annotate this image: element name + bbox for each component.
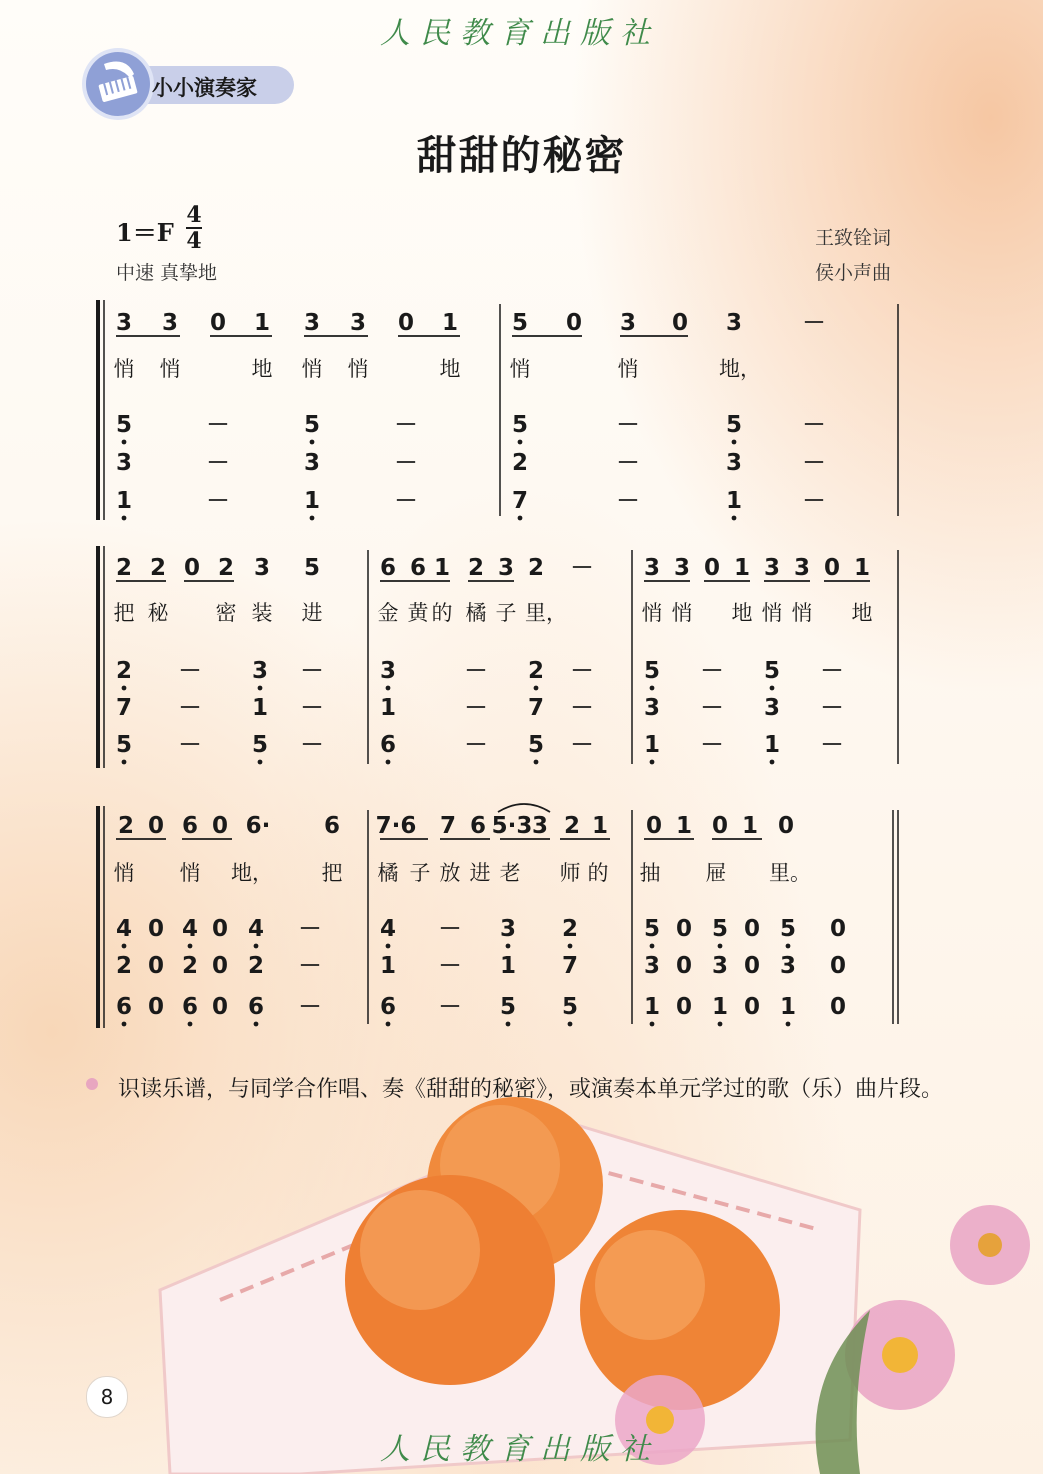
- melody-note: 3: [793, 555, 811, 581]
- song-title: 甜甜的秘密: [416, 132, 627, 179]
- melody-note: 0: [777, 813, 795, 839]
- harmony-note: 5: [303, 412, 321, 438]
- melody-note: 0: [823, 555, 841, 581]
- harmony-note: －: [394, 412, 418, 438]
- lyric-char: 里。: [769, 861, 811, 885]
- harmony-note: 5: [561, 994, 579, 1020]
- page-number: 8: [86, 1376, 128, 1418]
- harmony-note: 3: [779, 953, 797, 979]
- lyric-char: 悄: [347, 357, 369, 381]
- melody-note: 6: [379, 555, 397, 581]
- harmony-note: 1: [763, 732, 781, 758]
- harmony-note: 3: [643, 953, 661, 979]
- lyric-char: 悄: [791, 601, 813, 625]
- harmony-note: 3: [499, 916, 517, 942]
- octave-dot: [188, 1022, 193, 1027]
- melody-note: 0: [645, 813, 663, 839]
- lyric-char: 地，: [231, 861, 273, 885]
- lyric-char: 秘: [147, 601, 169, 625]
- lyric-char: 地: [251, 357, 273, 381]
- lyricist: 王致铨词: [815, 227, 892, 249]
- melody-note: 3: [763, 555, 781, 581]
- harmony-note: －: [700, 695, 724, 721]
- lyric-char: 悄: [509, 357, 531, 381]
- harmony-note: 5: [527, 732, 545, 758]
- harmony-note: 7: [527, 695, 545, 721]
- harmony-note: 5: [251, 732, 269, 758]
- melody-note: 5·3: [491, 813, 533, 839]
- tempo-marking: 中速 真挚地: [116, 262, 218, 284]
- melody-note: 3: [349, 310, 367, 336]
- harmony-note: 1: [779, 994, 797, 1020]
- badge-label: 小小演奏家: [152, 76, 257, 100]
- harmony-note: 1: [379, 953, 397, 979]
- octave-dot: [122, 516, 127, 521]
- harmony-note: 6: [379, 994, 397, 1020]
- lyric-char: 里，: [525, 601, 567, 625]
- harmony-note: 2: [511, 450, 529, 476]
- lyric-char: 悄: [113, 861, 135, 885]
- instruction-text: 识读乐谱，与同学合作唱、奏《甜甜的秘密》，或演奏本单元学过的歌（乐）曲片段。: [118, 1077, 944, 1102]
- octave-dot: [254, 1022, 259, 1027]
- harmony-note: 4: [379, 916, 397, 942]
- harmony-note: 0: [675, 994, 693, 1020]
- melody-note: 3: [253, 555, 271, 581]
- harmony-note: －: [700, 732, 724, 758]
- melody-note: 7·6: [375, 813, 417, 839]
- melody-note: 6: [469, 813, 487, 839]
- harmony-note: －: [802, 488, 826, 514]
- harmony-note: －: [464, 658, 488, 684]
- melody-note: －: [802, 310, 826, 336]
- harmony-note: 3: [725, 450, 743, 476]
- octave-dot: [770, 686, 775, 691]
- octave-dot: [770, 760, 775, 765]
- melody-note: 0: [211, 813, 229, 839]
- harmony-note: 7: [561, 953, 579, 979]
- lyric-char: 地: [851, 601, 873, 625]
- harmony-note: 0: [211, 916, 229, 942]
- melody-note: 2: [149, 555, 167, 581]
- harmony-note: 3: [763, 695, 781, 721]
- octave-dot: [122, 760, 127, 765]
- lyric-char: 悄: [113, 357, 135, 381]
- harmony-note: －: [394, 450, 418, 476]
- harmony-note: －: [820, 732, 844, 758]
- harmony-note: 1: [379, 695, 397, 721]
- harmony-note: 3: [711, 953, 729, 979]
- melody-note: 1: [591, 813, 609, 839]
- harmony-note: 1: [499, 953, 517, 979]
- harmony-note: 5: [115, 412, 133, 438]
- melody-note: 3: [619, 310, 637, 336]
- harmony-note: 6: [115, 994, 133, 1020]
- harmony-note: 3: [115, 450, 133, 476]
- lyric-char: 黄: [407, 601, 429, 625]
- harmony-note: －: [438, 994, 462, 1020]
- lyric-char: 金: [377, 601, 399, 625]
- lyric-char: 悄: [159, 357, 181, 381]
- lyric-char: 进: [301, 601, 323, 625]
- harmony-note: 5: [499, 994, 517, 1020]
- harmony-note: －: [298, 953, 322, 979]
- octave-dot: [386, 686, 391, 691]
- harmony-note: 2: [115, 953, 133, 979]
- harmony-note: －: [438, 916, 462, 942]
- harmony-note: －: [206, 488, 230, 514]
- harmony-note: 1: [303, 488, 321, 514]
- lyric-char: 把: [113, 601, 135, 625]
- melody-note: 7: [439, 813, 457, 839]
- harmony-note: －: [802, 412, 826, 438]
- harmony-note: －: [616, 412, 640, 438]
- melody-note: 1: [433, 555, 451, 581]
- melody-note: 2: [527, 555, 545, 581]
- lyric-char: 悄: [617, 357, 639, 381]
- harmony-note: 0: [743, 953, 761, 979]
- melody-note: 6: [181, 813, 199, 839]
- lyric-char: 橘: [465, 601, 487, 625]
- bullet-dot: [86, 1078, 98, 1090]
- octave-dot: [506, 1022, 511, 1027]
- lyric-char: 悄: [641, 601, 663, 625]
- octave-dot: [310, 516, 315, 521]
- harmony-note: 6: [247, 994, 265, 1020]
- harmony-note: －: [570, 732, 594, 758]
- octave-dot: [568, 1022, 573, 1027]
- harmony-note: －: [178, 732, 202, 758]
- time-bottom: 4: [186, 228, 202, 254]
- melody-note: －: [570, 555, 594, 581]
- octave-dot: [650, 760, 655, 765]
- melody-note: 3: [725, 310, 743, 336]
- lyric-char: 师: [559, 861, 581, 885]
- lyric-char: 悄: [671, 601, 693, 625]
- octave-dot: [718, 944, 723, 949]
- flower-illustration-3: [950, 1205, 1030, 1285]
- octave-dot: [386, 944, 391, 949]
- octave-dot: [386, 1022, 391, 1027]
- time-top: 4: [186, 202, 202, 228]
- harmony-note: 3: [643, 695, 661, 721]
- harmony-note: 5: [511, 412, 529, 438]
- melody-note: 3: [161, 310, 179, 336]
- lyric-char: 进: [469, 861, 491, 885]
- harmony-note: 3: [251, 658, 269, 684]
- harmony-note: －: [394, 488, 418, 514]
- lyric-char: 屉: [705, 861, 727, 885]
- lyric-char: 悄: [179, 861, 201, 885]
- harmony-note: 0: [211, 994, 229, 1020]
- melody-note: 5: [303, 555, 321, 581]
- melody-note: 2: [467, 555, 485, 581]
- harmony-note: 7: [115, 695, 133, 721]
- harmony-note: 1: [725, 488, 743, 514]
- lyric-char: 抽: [639, 861, 661, 885]
- melody-note: 1: [675, 813, 693, 839]
- lyric-char: 老: [499, 861, 521, 885]
- melody-note: 3: [115, 310, 133, 336]
- harmony-note: 0: [147, 994, 165, 1020]
- lyric-char: 子: [495, 601, 517, 625]
- octave-dot: [534, 686, 539, 691]
- harmony-note: －: [298, 916, 322, 942]
- harmony-note: －: [178, 695, 202, 721]
- harmony-note: －: [178, 658, 202, 684]
- decoration: [160, 1097, 1030, 1474]
- octave-dot: [518, 440, 523, 445]
- harmony-note: －: [464, 732, 488, 758]
- lyric-char: 悄: [301, 357, 323, 381]
- octave-dot: [122, 944, 127, 949]
- octave-dot: [732, 516, 737, 521]
- orange-illustration-2: [345, 1175, 555, 1385]
- melody-note: 6·: [245, 813, 271, 839]
- harmony-note: 3: [303, 450, 321, 476]
- harmony-note: 4: [247, 916, 265, 942]
- melody-note: 0: [397, 310, 415, 336]
- harmony-note: －: [802, 450, 826, 476]
- harmony-note: 1: [643, 732, 661, 758]
- harmony-note: 1: [251, 695, 269, 721]
- octave-dot: [518, 516, 523, 521]
- key-signature: 1＝F: [116, 218, 174, 247]
- lyric-char: 装: [251, 601, 273, 625]
- octave-dot: [122, 1022, 127, 1027]
- harmony-note: 5: [711, 916, 729, 942]
- octave-dot: [718, 1022, 723, 1027]
- harmony-note: 1: [711, 994, 729, 1020]
- octave-dot: [650, 1022, 655, 1027]
- melody-note: 2: [217, 555, 235, 581]
- harmony-note: 2: [247, 953, 265, 979]
- melody-note: 3: [643, 555, 661, 581]
- octave-dot: [650, 686, 655, 691]
- melody-note: 3: [303, 310, 321, 336]
- melody-note: 1: [441, 310, 459, 336]
- lyric-char: 橘: [377, 861, 399, 885]
- harmony-note: －: [206, 412, 230, 438]
- slur: [498, 804, 550, 812]
- octave-dot: [386, 760, 391, 765]
- harmony-note: 0: [147, 953, 165, 979]
- melody-note: 3: [531, 813, 549, 839]
- lyric-char: 放: [439, 861, 461, 885]
- lyric-char: 地，: [719, 357, 761, 381]
- harmony-note: 3: [379, 658, 397, 684]
- harmony-note: 5: [643, 916, 661, 942]
- melody-note: 1: [253, 310, 271, 336]
- harmony-note: 7: [511, 488, 529, 514]
- octave-dot: [534, 760, 539, 765]
- composer: 侯小声曲: [815, 262, 892, 284]
- melody-note: 0: [183, 555, 201, 581]
- harmony-note: 5: [725, 412, 743, 438]
- harmony-note: －: [570, 695, 594, 721]
- octave-dot: [258, 760, 263, 765]
- harmony-note: －: [300, 658, 324, 684]
- harmony-note: －: [464, 695, 488, 721]
- octave-dot: [568, 944, 573, 949]
- harmony-note: 0: [829, 994, 847, 1020]
- octave-dot: [188, 944, 193, 949]
- harmony-note: －: [438, 953, 462, 979]
- melody-note: 3: [497, 555, 515, 581]
- melody-note: 3: [673, 555, 691, 581]
- harmony-note: 5: [115, 732, 133, 758]
- harmony-note: 2: [115, 658, 133, 684]
- publisher-logo-bottom: 人民教育出版社: [380, 1432, 660, 1467]
- harmony-note: －: [206, 450, 230, 476]
- lyric-char: 的: [431, 601, 453, 625]
- notation: [98, 300, 898, 1028]
- melody-note: 0: [565, 310, 583, 336]
- lyric-char: 悄: [761, 601, 783, 625]
- octave-dot: [258, 686, 263, 691]
- lyric-char: 把: [321, 861, 343, 885]
- melody-note: 1: [741, 813, 759, 839]
- melody-note: 2: [115, 555, 133, 581]
- harmony-note: 0: [675, 916, 693, 942]
- harmony-note: 2: [181, 953, 199, 979]
- harmony-note: 0: [829, 916, 847, 942]
- melody-note: 5: [511, 310, 529, 336]
- harmony-note: －: [616, 488, 640, 514]
- harmony-note: 0: [743, 994, 761, 1020]
- octave-dot: [122, 686, 127, 691]
- octave-dot: [786, 1022, 791, 1027]
- harmony-note: －: [300, 695, 324, 721]
- octave-dot: [506, 944, 511, 949]
- melody-note: 2: [117, 813, 135, 839]
- melody-note: 6: [323, 813, 341, 839]
- melody-note: 0: [671, 310, 689, 336]
- lyric-char: 密: [215, 601, 237, 625]
- harmony-note: 5: [763, 658, 781, 684]
- harmony-note: 6: [379, 732, 397, 758]
- harmony-note: 0: [211, 953, 229, 979]
- lyric-char: 的: [587, 861, 609, 885]
- octave-dot: [254, 944, 259, 949]
- melody-note: 0: [209, 310, 227, 336]
- octave-dot: [650, 944, 655, 949]
- octave-dot: [122, 440, 127, 445]
- lyric-char: 子: [409, 861, 431, 885]
- octave-dot: [310, 440, 315, 445]
- lyric-char: 地: [731, 601, 753, 625]
- harmony-note: 0: [829, 953, 847, 979]
- harmony-note: －: [700, 658, 724, 684]
- harmony-note: 0: [675, 953, 693, 979]
- harmony-note: 5: [779, 916, 797, 942]
- melody-note: 2: [563, 813, 581, 839]
- harmony-note: 4: [115, 916, 133, 942]
- harmony-note: －: [820, 658, 844, 684]
- melody-note: 0: [711, 813, 729, 839]
- harmony-note: 5: [643, 658, 661, 684]
- melody-note: 0: [147, 813, 165, 839]
- harmony-note: 2: [561, 916, 579, 942]
- melody-note: 1: [853, 555, 871, 581]
- harmony-note: －: [616, 450, 640, 476]
- harmony-note: 2: [527, 658, 545, 684]
- harmony-note: 0: [743, 916, 761, 942]
- publisher-logo-top: 人民教育出版社: [380, 16, 660, 51]
- harmony-note: 1: [643, 994, 661, 1020]
- harmony-note: 1: [115, 488, 133, 514]
- harmony-note: 0: [147, 916, 165, 942]
- harmony-note: 4: [181, 916, 199, 942]
- harmony-note: 6: [181, 994, 199, 1020]
- harmony-note: －: [300, 732, 324, 758]
- octave-dot: [786, 944, 791, 949]
- harmony-note: －: [820, 695, 844, 721]
- lyric-char: 地: [439, 357, 461, 381]
- melody-note: 6: [409, 555, 427, 581]
- octave-dot: [732, 440, 737, 445]
- melody-note: 1: [733, 555, 751, 581]
- harmony-note: －: [570, 658, 594, 684]
- harmony-note: －: [298, 994, 322, 1020]
- melody-note: 0: [703, 555, 721, 581]
